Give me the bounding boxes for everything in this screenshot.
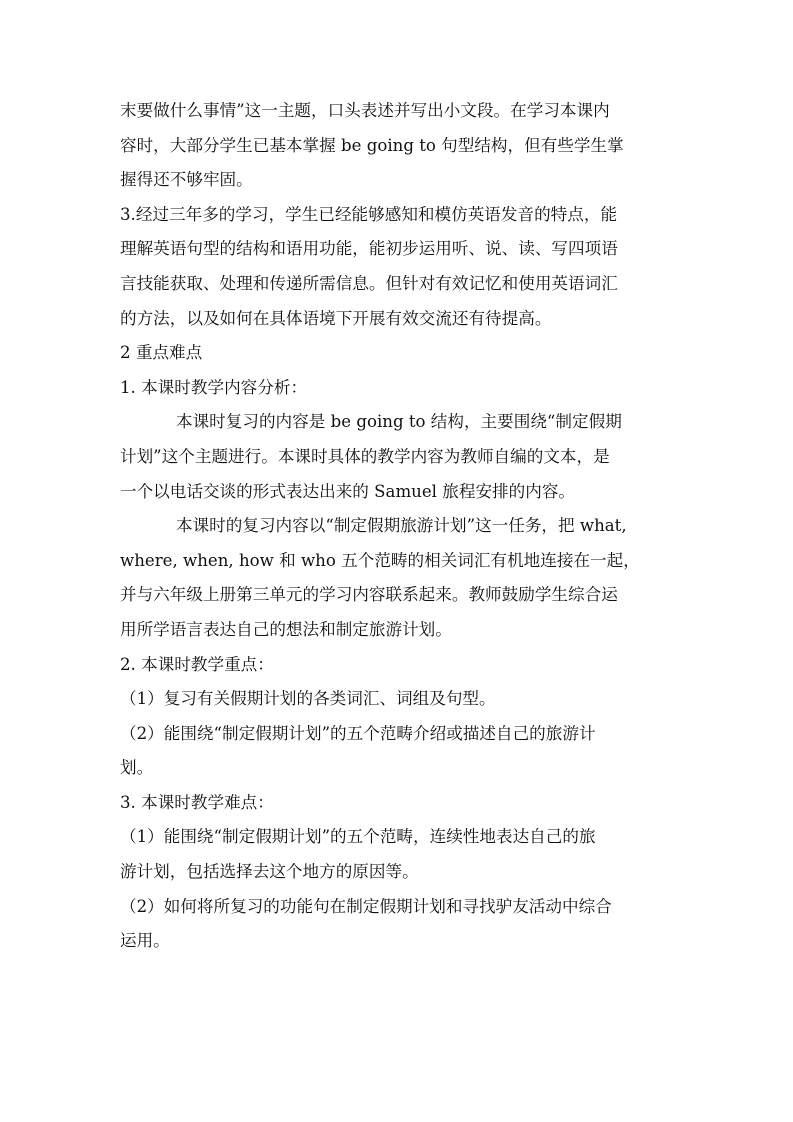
text-line: （1）能围绕“制定假期计划”的五个范畴，连续性地表达自己的旅 [120,827,596,847]
text-line: （2）如何将所复习的功能句在制定假期计划和寻找驴友活动中综合 [120,896,612,916]
text-line: 用所学语言表达自己的想法和制定旅游计划。 [120,619,452,639]
text-line: 运用。 [120,931,170,951]
text-line: 末要做什么事情”这一主题，口头表述并写出小文段。在学习本课内 [120,101,610,120]
text-line: （2）能围绕“制定假期计划”的五个范畴介绍或描述自己的旅游计 [120,723,596,743]
text-line: 言技能获取、处理和传递所需信息。但针对有效记忆和使用英语词汇 [120,273,618,293]
text-line: 划。 [120,758,154,778]
text-line: 2. 本课时教学重点： [120,654,274,674]
text-line: 计划”这个主题进行。本课时具体的教学内容为教师自编的文本，是 [120,446,610,466]
text-line: where, when, how 和 who 五个范畴的相关词汇有机地连接在一起， [120,550,640,570]
text-line: 游计划，包括选择去这个地方的原因等。 [120,862,419,882]
text-line: 2 重点难点 [120,343,203,363]
text-line: 一个以电话交谈的形式表达出来的 Samuel 旅程安排的内容。 [120,481,576,501]
text-line: 3. 本课时教学难点： [120,792,274,812]
text-line: 本课时的复习内容以“制定假期旅游计划”这一任务，把 what, [176,516,627,536]
text-line: 并与六年级上册第三单元的学习内容联系起来。教师鼓励学生综合运 [120,585,618,605]
text-line: 3.经过三年多的学习，学生已经能够感知和模仿英语发音的特点，能 [120,204,618,224]
text-line: 容时，大部分学生已基本掌握 be going to 句型结构，但有些学生掌 [120,135,624,155]
text-line: 握得还不够牢固。 [120,170,253,190]
document-body [120,94,676,959]
text-line: 理解英语句型的结构和语用功能，能初步运用听、说、读、写四项语 [120,239,618,259]
text-line: 本课时复习的内容是 be going to 结构，主要围绕“制定假期 [176,412,622,432]
text-line: 的方法，以及如何在具体语境下开展有效交流还有待提高。 [120,308,552,328]
text-line: （1）复习有关假期计划的各类词汇、词组及句型。 [120,689,496,709]
text-line: 1. 本课时教学内容分析： [120,377,308,397]
